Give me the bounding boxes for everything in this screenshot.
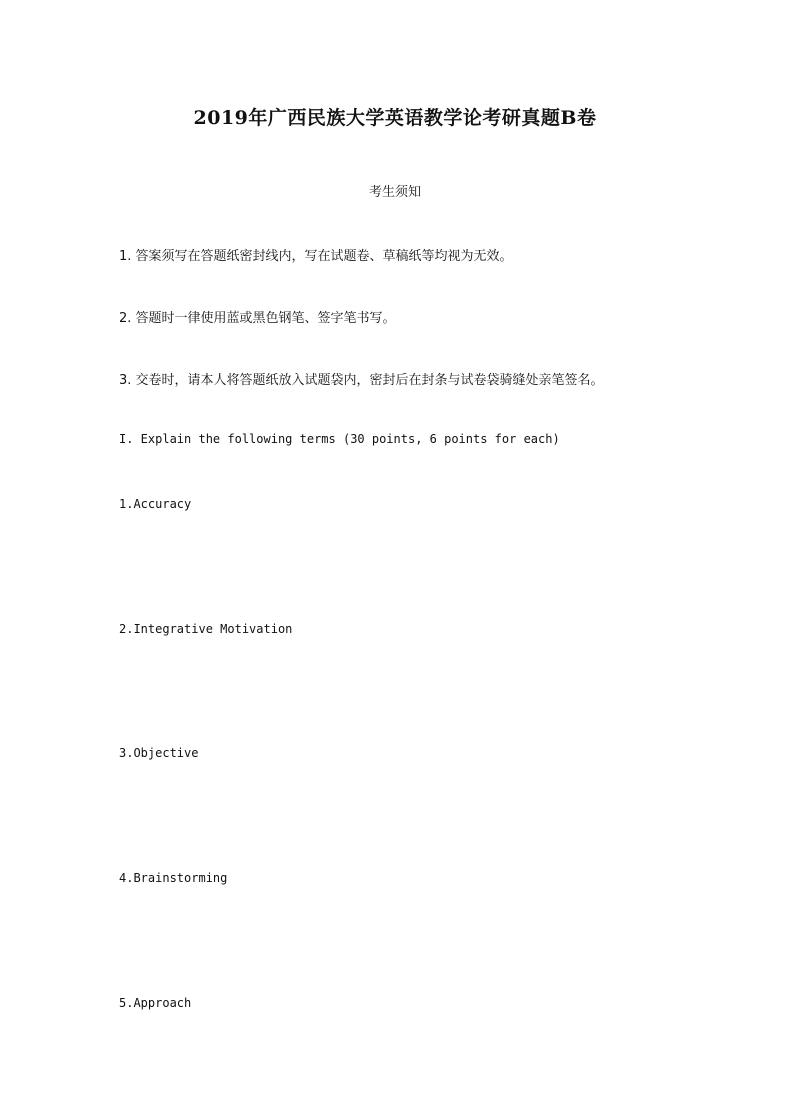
- section-heading: I. Explain the following terms (30 points, 6 points for each): [119, 432, 560, 446]
- term-item-5: 5.Approach: [119, 996, 192, 1010]
- term-item-2: 2.Integrative Motivation: [119, 622, 293, 636]
- term-item-3: 3.Objective: [119, 746, 199, 760]
- notice-item-2: 2. 答题时一律使用蓝或黑色钢笔、签字笔书写。: [119, 311, 396, 326]
- term-item-1: 1.Accuracy: [119, 497, 192, 511]
- notice-item-3: 3. 交卷时，请本人将答题纸放入试题袋内，密封后在封条与试卷袋骑缝处亲笔签名。: [119, 373, 604, 388]
- exam-title: 2019年广西民族大学英语教学论考研真题B卷: [193, 107, 597, 129]
- notice-item-1: 1. 答案须写在答题纸密封线内，写在试题卷、草稿纸等均视为无效。: [119, 249, 513, 264]
- notice-heading: 考生须知: [368, 185, 421, 200]
- term-item-4: 4.Brainstorming: [119, 871, 228, 885]
